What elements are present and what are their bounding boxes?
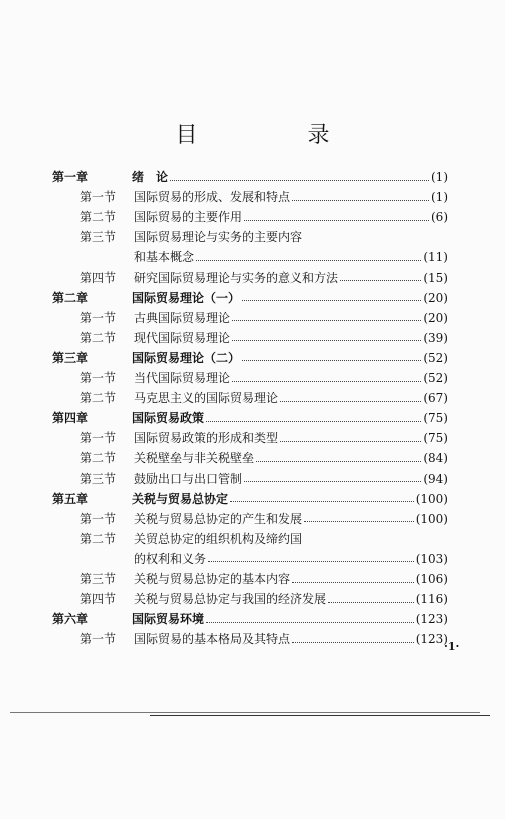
- section-label: 第三节: [80, 572, 117, 586]
- toc-section-row: [80, 308, 448, 328]
- entry-page: (15): [423, 270, 448, 285]
- entry-page: (52): [423, 371, 448, 385]
- section-label: 第二节: [80, 330, 117, 345]
- leader-dots: [230, 501, 414, 502]
- toc-section-row: [80, 388, 448, 408]
- entry-title: 的权利和义务: [134, 551, 207, 566]
- section-label: 第四节: [80, 270, 117, 285]
- entry-title: 国际贸易政策的形成和类型: [134, 431, 279, 446]
- section-label: 第三节: [80, 230, 117, 245]
- entry-title: 国际贸易理论（二）: [132, 350, 241, 365]
- leader-dots: [242, 360, 421, 361]
- chapter-label: 第三章: [52, 350, 89, 365]
- entry-page: (75): [423, 431, 448, 446]
- leader-dots: [304, 521, 414, 522]
- toc-chapter-row: [52, 609, 448, 629]
- entry-page: (11): [423, 250, 448, 265]
- leader-dots: [232, 320, 421, 321]
- entry-title: 国际贸易的基本格局及其特点: [134, 632, 291, 647]
- section-label: 第一节: [80, 431, 117, 446]
- entry-page: (116): [415, 592, 448, 607]
- leader-dots: [280, 441, 421, 442]
- entry-title: 国际贸易政策: [132, 411, 205, 426]
- bottom-rule-bold: [150, 715, 490, 716]
- leader-dots: [292, 200, 429, 201]
- page-title: 目 录: [175, 123, 374, 148]
- toc-section-row: [80, 569, 448, 589]
- toc-section-row: [134, 247, 448, 267]
- entry-page: (84): [423, 451, 448, 466]
- entry-title: 国际贸易环境: [132, 612, 205, 627]
- entry-title: 现代国际贸易理论: [134, 330, 231, 345]
- entry-title: 国际贸易的形成、发展和特点: [134, 190, 291, 205]
- entry-title: 当代国际贸易理论: [134, 371, 231, 385]
- toc-section-row: [80, 629, 448, 649]
- section-label: 第二节: [80, 391, 117, 406]
- section-label: 第一节: [80, 511, 117, 526]
- leader-dots: [196, 260, 421, 261]
- toc-section-row: [80, 368, 448, 388]
- chapter-label: 第六章: [52, 612, 89, 627]
- toc-chapter-row: [52, 408, 448, 428]
- leader-dots: [242, 300, 421, 301]
- chapter-label: 第四章: [52, 411, 89, 426]
- entry-title: 马克思主义的国际贸易理论: [134, 391, 279, 406]
- toc-section-row: [80, 207, 448, 227]
- entry-page: (20): [423, 310, 448, 325]
- entry-page: (52): [423, 350, 448, 365]
- toc-chapter-row: [52, 167, 448, 187]
- entry-page: (106): [415, 572, 448, 586]
- leader-dots: [244, 481, 421, 482]
- leader-dots: [232, 381, 421, 382]
- toc-section-row: [80, 268, 448, 288]
- toc-section-row: [80, 589, 448, 609]
- section-label: 第二节: [80, 531, 117, 546]
- entry-page: (1): [431, 190, 448, 205]
- entry-page: (20): [423, 290, 448, 305]
- entry-page: (100): [415, 511, 448, 526]
- entry-page: (123): [415, 612, 448, 627]
- leader-dots: [328, 602, 414, 603]
- entry-title: 关税与贸易总协定: [132, 491, 229, 506]
- page-number: ·1·: [444, 640, 460, 653]
- leader-dots: [170, 180, 429, 181]
- entry-page: (75): [423, 411, 448, 426]
- entry-title: 鼓励出口与出口管制: [134, 471, 243, 486]
- section-label: 第三节: [80, 471, 117, 486]
- leader-dots: [256, 461, 421, 462]
- leader-dots: [292, 642, 414, 643]
- leader-dots: [340, 280, 421, 281]
- entry-title: 关贸总协定的组织机构及缔约国: [134, 531, 303, 546]
- entry-title: 绪 论: [132, 170, 169, 184]
- toc-section-row: [80, 227, 448, 247]
- entry-title: 国际贸易理论与实务的主要内容: [134, 230, 303, 245]
- toc-section-row: [80, 469, 448, 489]
- entry-page: (67): [423, 391, 448, 406]
- toc-section-row: [80, 187, 448, 207]
- chapter-label: 第一章: [52, 170, 89, 184]
- leader-dots: [292, 582, 414, 583]
- entry-title: 国际贸易理论（一）: [132, 290, 241, 305]
- entry-title: 和基本概念: [134, 250, 195, 265]
- section-label: 第四节: [80, 592, 117, 607]
- entry-title: 研究国际贸易理论与实务的意义和方法: [134, 270, 339, 285]
- section-label: 第一节: [80, 190, 117, 205]
- toc-section-row: [80, 529, 448, 549]
- toc-section-row: [80, 448, 448, 468]
- leader-dots: [206, 421, 421, 422]
- chapter-label: 第二章: [52, 290, 89, 305]
- section-label: 第二节: [80, 451, 117, 466]
- entry-title: 关税与贸易总协定的产生和发展: [134, 511, 303, 526]
- entry-page: (103): [415, 551, 448, 566]
- leader-dots: [206, 622, 414, 623]
- section-label: 第一节: [80, 371, 117, 385]
- entry-title: 古典国际贸易理论: [134, 310, 231, 325]
- leader-dots: [232, 340, 421, 341]
- entry-title: 关税与贸易总协定的基本内容: [134, 572, 291, 586]
- entry-page: (100): [415, 491, 448, 506]
- section-label: 第一节: [80, 310, 117, 325]
- entry-page: (1): [431, 170, 448, 184]
- chapter-label: 第五章: [52, 491, 89, 506]
- section-label: 第二节: [80, 210, 117, 225]
- entry-title: 国际贸易的主要作用: [134, 210, 243, 225]
- bottom-rule: [10, 712, 480, 713]
- entry-title: 关税与贸易总协定与我国的经济发展: [134, 592, 327, 607]
- toc-chapter-row: [52, 348, 448, 368]
- leader-dots: [244, 220, 429, 221]
- entry-page: (94): [423, 471, 448, 486]
- toc-chapter-row: [52, 288, 448, 308]
- entry-page: (39): [423, 330, 448, 345]
- leader-dots: [280, 401, 421, 402]
- entry-title: 关税壁垒与非关税壁垒: [134, 451, 255, 466]
- entry-page: (6): [431, 210, 448, 225]
- toc-section-row: [134, 549, 448, 569]
- section-label: 第一节: [80, 632, 117, 647]
- leader-dots: [208, 561, 414, 562]
- toc-section-row: [80, 328, 448, 348]
- toc-section-row: [80, 428, 448, 448]
- toc-section-row: [80, 509, 448, 529]
- toc-chapter-row: [52, 489, 448, 509]
- entry-page: (123): [415, 632, 448, 647]
